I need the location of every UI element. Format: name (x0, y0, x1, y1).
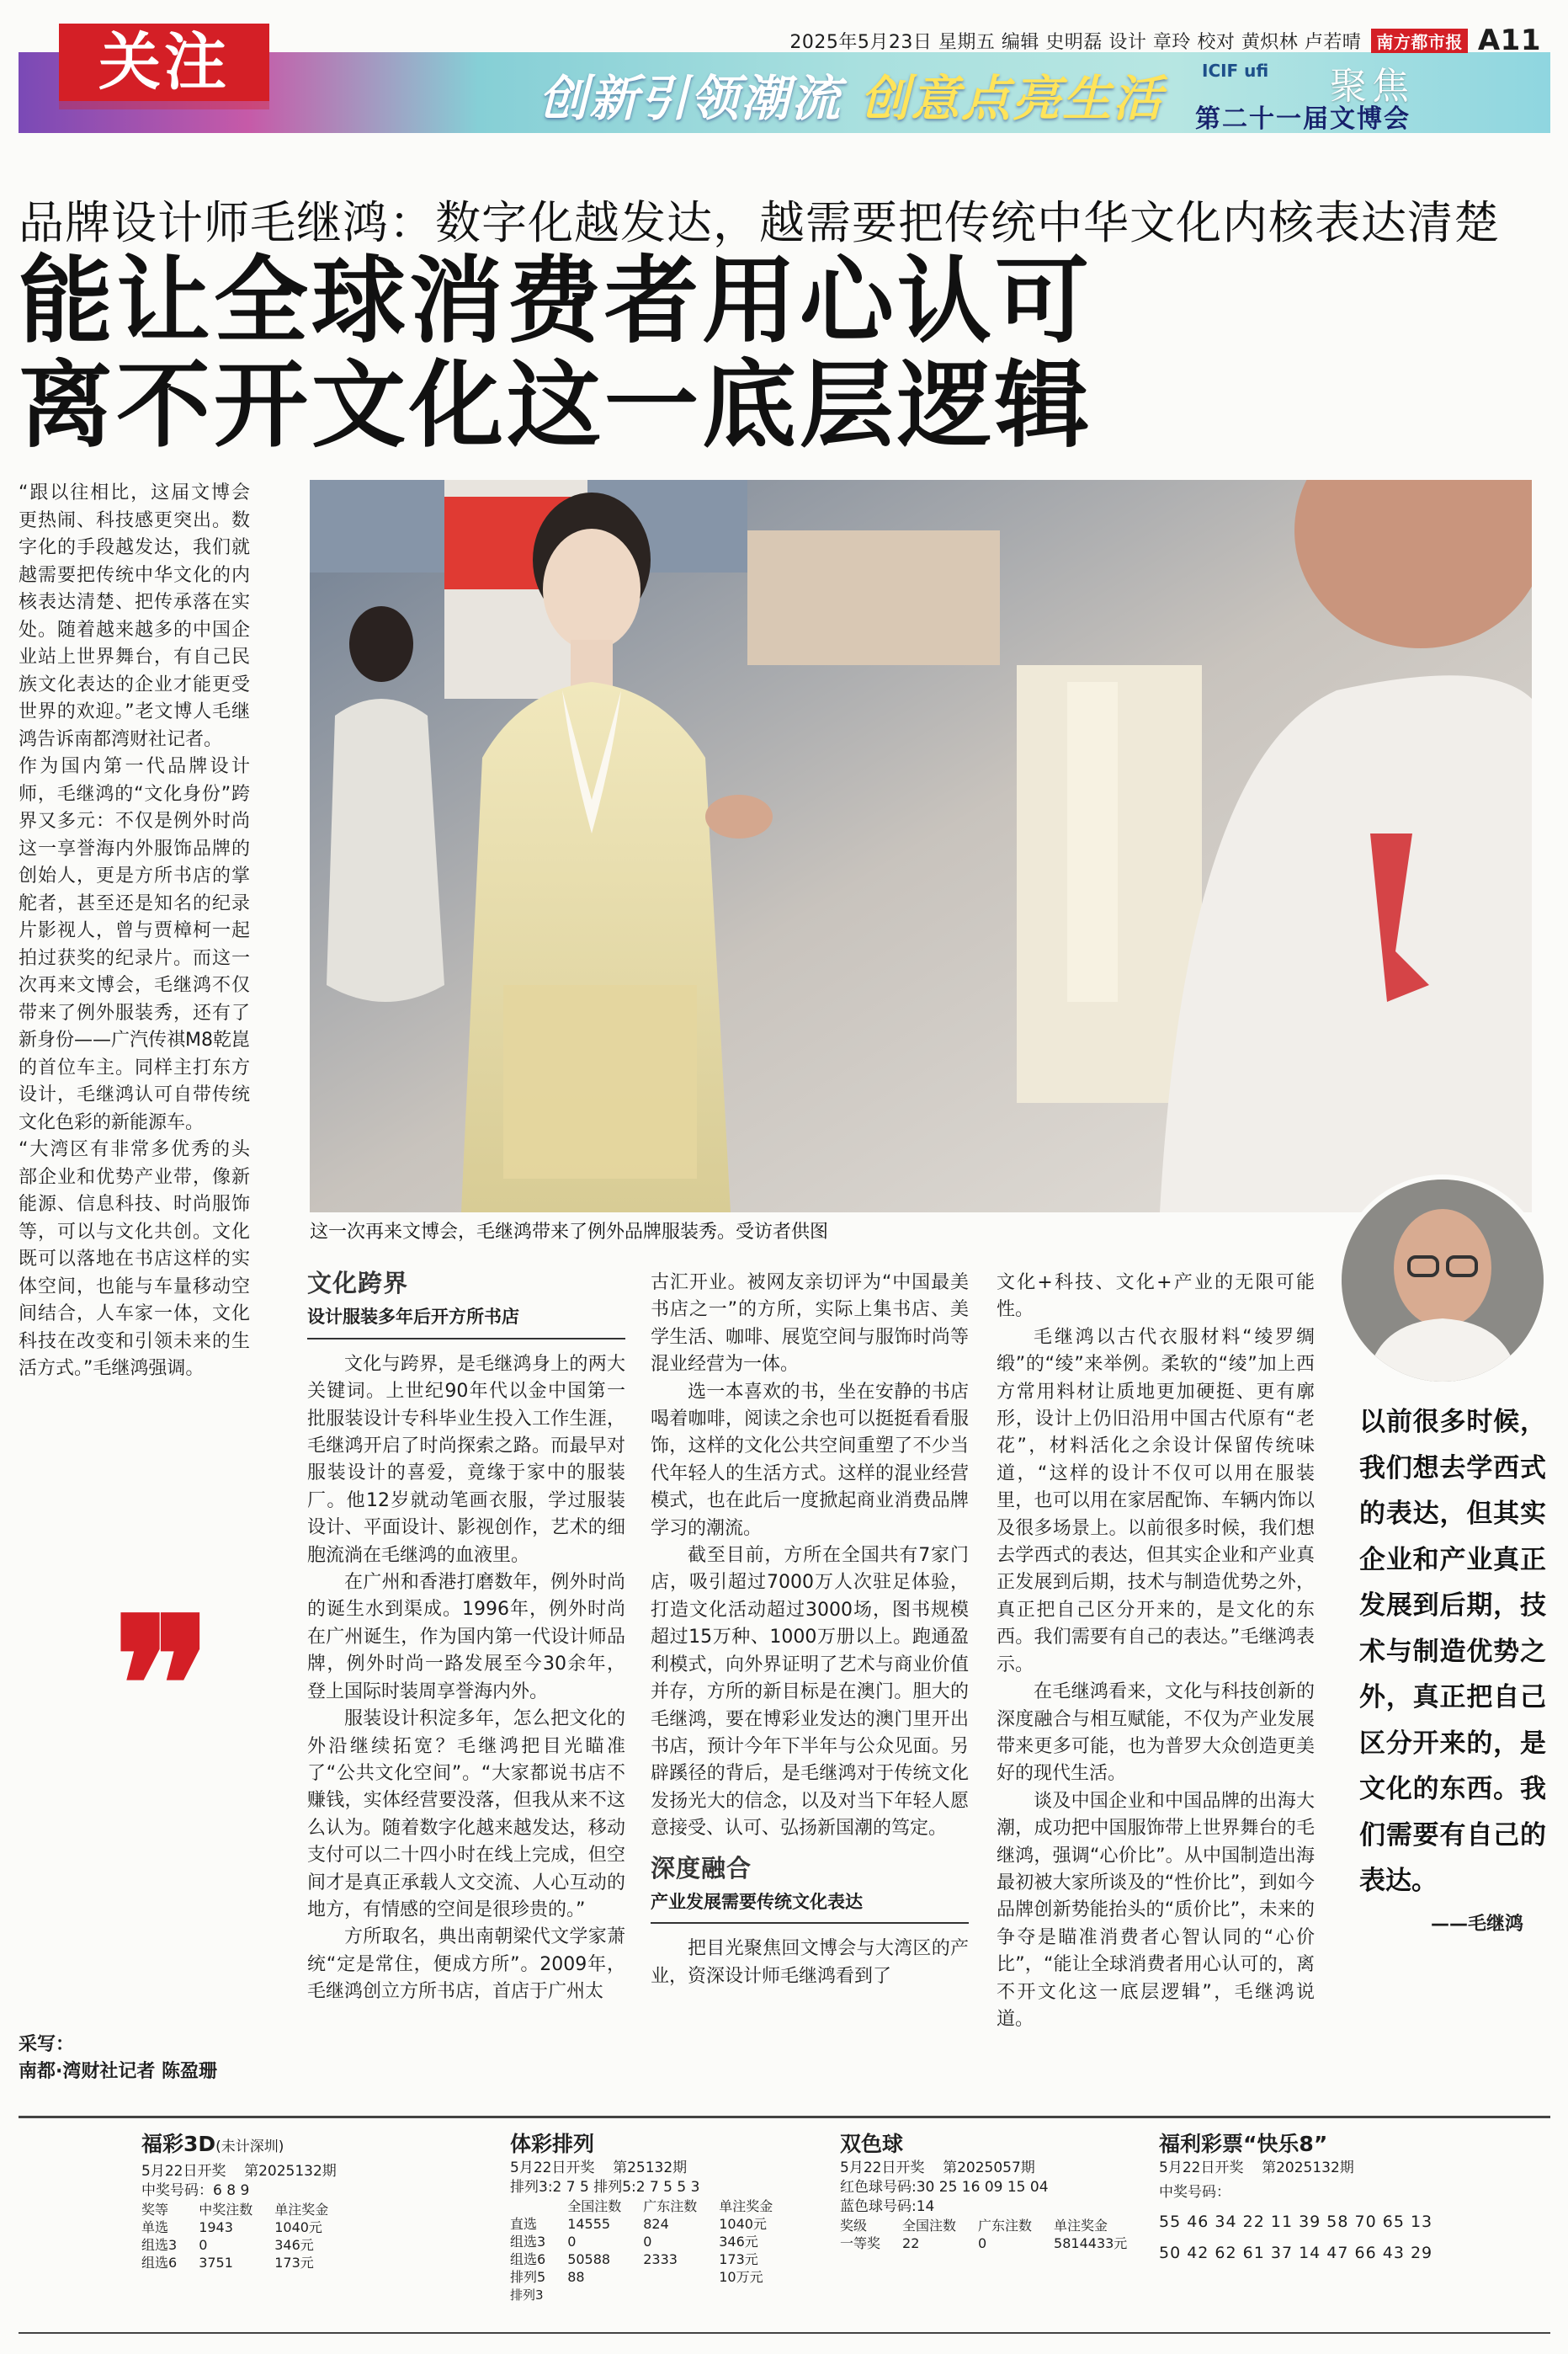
body-paragraph: 服装设计积淀多年，怎么把文化的外沿继续拓宽？毛继鸿把目光瞄准了“公共文化空间”。“大家都说书店不赚钱，实体经营要没落，但我从来不这么认为。随着数字化越来越发达，移动支付可以二十四小时在线上完成，但空间才是真正承载人文交流、人心互动的地方，有情感的空间是很珍贵的。” (307, 1708, 625, 1920)
lead-paragraph: “大湾区有非常多优秀的头部企业和优势产业带，像新能源、信息科技、时尚服饰等，可以与文化共创。文化既可以落地在书店这样的实体空间，也能与车量移动空间结合，人车家一体，文化科技在改变和引领未来的生活方式。”毛继鸿强调。 (19, 1139, 250, 1379)
lead-paragraph: 作为国内第一代品牌设计师，毛继鸿的“文化身份”跨界又多元：不仅是例外时尚这一享誉海内外服饰品牌的创始人，更是方所书店的掌舵者，甚至还是知名的纪录片影视人，曾与贾樟柯一起拍过获奖的纪录片。而这一次再来文博会，毛继鸿不仅带来了例外服装秀，还有了新身份——广汽传祺M8乾崑的首位车主。同样主打东方设计，毛继鸿认可自带传统文化色彩的新能源车。 (19, 756, 250, 1133)
focus-label: 聚焦 (1330, 65, 1414, 108)
table-row: 组选6 50588 2333 173元 (510, 2251, 758, 2267)
lottery-ssq (840, 2134, 1149, 2252)
date-editor-line: 2025年5月23日 星期五 编辑 史明磊 设计 章玲 校对 黄炽林 卢若晴 (789, 31, 1362, 53)
table-row: 组选6 3751 173元 (141, 2255, 314, 2271)
paper-logo: 南方都市报 (1371, 29, 1468, 53)
article-headline (19, 247, 1092, 461)
table-row: 排列5 88 10万元 (510, 2269, 763, 2285)
lottery-kl8 (1159, 2134, 1432, 2263)
section-title: 文化跨界 (307, 1269, 409, 1297)
table-row: 组选3 0 0 346元 (510, 2234, 758, 2250)
lottery-group-label: 排列3 (510, 2287, 544, 2303)
table-header: 全国注数 广东注数 单注奖金 (567, 2198, 773, 2214)
headline-line-2: 离不开文化这一底层逻辑 (19, 351, 1092, 461)
pull-quote-attribution: ——毛继鸿 (1431, 1914, 1524, 1935)
lottery-numbers-line: 55 46 34 22 11 39 58 70 65 13 (1159, 2213, 1433, 2231)
lottery-winning-numbers: 排列3:2 7 5 排列5:2 7 5 5 3 (510, 2179, 700, 2196)
table-row: 直选 14555 824 1040元 (510, 2216, 767, 2232)
lottery-title: 双色球 (840, 2132, 904, 2156)
body-paragraph: 毛继鸿以古代衣服材料“绫罗绸缎”的“绫”来举例。柔软的“绫”加上西方常用料材让质地更加硬挺、更有廓形，设计上仍旧沿用中国古代原有“老花”，材料活化之余设计保留传统味道，“这样的设计不仅可以用在服装里，也可以用在家居配饰、车辆内饰以及很多场景上。以前很多时候，我们想去学西式的表达，但其实企业和产业真正发展到后期，技术与制造优势之外，真正把自己区分开来的，是文化的东西。我们需要有自己的表达。”毛继鸿表示。 (997, 1326, 1315, 1675)
lottery-draw-info: 5月22日开奖 第2025132期 (1159, 2160, 1354, 2176)
body-paragraph: 文化+科技、文化+产业的无限可能性。 (997, 1272, 1315, 1321)
section-subtitle: 产业发展需要传统文化表达 (651, 1888, 969, 1924)
portrait-illustration (1342, 1180, 1544, 1382)
expo-logo: ICIF ufi (1202, 61, 1269, 81)
byline-label: 采写： (19, 2034, 75, 2055)
lead-paragraph: “跟以往相比，这届文博会更热闹、科技感更突出。数字化的手段越发达，我们就越需要把传统中华文化的内核表达清楚、把传承落在实处。随着越来越多的中国企业站上世界舞台，有自己民族文化表达的企业才能更受世界的欢迎。”老文博人毛继鸿告诉南都湾财社记者。 (19, 482, 250, 750)
lottery-title: 福彩3D(未计深圳) (141, 2132, 284, 2156)
lottery-numbers-line: 50 42 62 61 37 14 47 66 43 29 (1159, 2244, 1433, 2262)
body-paragraph: 选一本喜欢的书，坐在安静的书店喝着咖啡，阅读之余也可以挺挺看看服饰，这样的文化公共空间重塑了不少当代年轻人的生活方式。这样的混业经营模式，也在此后一度掀起商业消费品牌学习的潮流。 (651, 1381, 969, 1539)
lottery-table (141, 2201, 350, 2271)
lottery-red-balls: 红色球号码:30 25 16 09 15 04 (840, 2179, 1049, 2196)
body-paragraph: 在广州和香港打磨数年，例外时尚的诞生水到渠成。1996年，例外时尚在广州诞生，作为国内第一代设计师品牌，例外时尚一路发展至今30余年，登上国际时装周享誉海内外。 (307, 1572, 625, 1702)
lottery-table (510, 2197, 795, 2286)
lottery-draw-info: 5月22日开奖 第2025057期 (840, 2160, 1035, 2176)
page-bottom-rule (19, 2332, 1550, 2334)
table-row: 一等奖 22 0 5814433元 (840, 2235, 1128, 2251)
section-subtitle: 设计服装多年后开方所书店 (307, 1303, 625, 1339)
body-paragraph: 把目光聚焦回文博会与大湾区的产业，资深设计师毛继鸿看到了 (651, 1938, 969, 1987)
lottery-draw-info: 5月22日开奖 第2025132期 (141, 2163, 337, 2180)
body-column-3 (997, 1270, 1315, 2033)
article-subhead: 品牌设计师毛继鸿：数字化越发达，越需要把传统中华文化内核表达清楚 (19, 196, 1500, 249)
section-title: 深度融合 (651, 1853, 752, 1883)
lottery-pailie (510, 2134, 795, 2305)
designer-portrait (1337, 1174, 1549, 1387)
table-header: 奖级 全国注数 广东注数 单注奖金 (840, 2218, 1108, 2234)
banner-slogan (539, 59, 1163, 130)
page-number: A11 (1477, 24, 1541, 57)
body-column-1 (307, 1270, 625, 2006)
lottery-number-label: 中奖号码： (1159, 2184, 1230, 2201)
lottery-divider (19, 2116, 1550, 2118)
lottery-winning-numbers: 中奖号码：6 8 9 (141, 2182, 250, 2199)
slogan-part2: 创意点亮生活 (860, 70, 1164, 127)
lottery-blue-ball: 蓝色球号码:14 (840, 2198, 935, 2215)
body-paragraph: 谈及中国企业和中国品牌的出海大潮，成功把中国服饰带上世界舞台的毛继鸿，强调“心价比”。从中国制造出海最初被大家所谈及的“性价比”，到如今品牌创新势能抬头的“质价比”，未来的争夺是瞄准消费者心智认同的“心价比”，“能让全球消费者用心认可的，离不开文化这一底层逻辑”，毛继鸿说道。 (997, 1790, 1315, 2030)
table-row: 单选 1943 1040元 (141, 2219, 322, 2235)
quote-mark-icon: ❞ (113, 1576, 213, 1794)
body-paragraph: 截至目前，方所在全国共有7家门店，吸引超过7000万人次驻足体验，打造文化活动超过3000场，图书规模超过15万种、1000万册以上。跑通盈利模式，向外界证明了艺术与商业价值并存，方所的新目标是在澳门。胆大的毛继鸿，要在博彩业发达的澳门里开出书店，预计今年下半年与公众见面。另辟蹊径的背后，是毛继鸿对于传统文化发扬光大的信念，以及对当下年轻人愿意接受、认可、弘扬新国潮的笃定。 (651, 1545, 969, 1840)
byline-name: 南都·湾财社记者 陈盈珊 (19, 2061, 218, 2082)
fashion-show-photo (310, 480, 1532, 1212)
lottery-draw-info: 5月22日开奖 第25132期 (510, 2160, 688, 2176)
headline-line-1: 能让全球消费者用心认可 (19, 247, 1092, 356)
table-row: 组选3 0 346元 (141, 2237, 314, 2253)
lottery-title: 福利彩票“快乐8” (1159, 2132, 1328, 2156)
lottery-table (840, 2217, 1149, 2252)
body-column-2 (651, 1270, 969, 1990)
body-paragraph: 文化与跨界，是毛继鸿身上的两大关键词。上世纪90年代以金中国第一批服装设计专科毕业生投入工作生涯，毛继鸿开启了时尚探索之路。而最早对服装设计的喜爱，竟缘于家中的服装厂。他12岁就动笔画衣服，学过服装设计、平面设计、影视创作，艺术的细胞流淌在毛继鸿的血液里。 (307, 1353, 625, 1566)
lottery-fc3d (141, 2134, 350, 2271)
table-header: 奖等 中奖注数 单注奖金 (141, 2202, 329, 2218)
byline (19, 2032, 217, 2085)
pull-quote: 以前很多时候，我们想去学西式的表达，但其实企业和产业真正发展到后期，技术与制造优势之外，真正把自己区分开来的，是文化的东西。我们需要有自己的表达。 (1359, 1407, 1546, 1896)
body-paragraph: 在毛继鸿看来，文化与科技创新的深度融合与相互赋能，不仅为产业发展带来更多可能，也为普罗大众创造更美好的现代生活。 (997, 1681, 1315, 1785)
photo-caption: 这一次再来文博会，毛继鸿带来了例外品牌服装秀。受访者供图 (310, 1222, 829, 1243)
body-paragraph: 方所取名，典出南朝梁代文学家萧统“定是常住，便成方所”。2009年，毛继鸿创立方所书店，首店于广州太 (307, 1926, 625, 2003)
body-paragraph: 古汇开业。被网友亲切评为“中国最美书店之一”的方所，实际上集书店、美学生活、咖啡、展览空间与服饰时尚等混业经营为一体。 (651, 1272, 969, 1376)
lottery-title: 体彩排列 (510, 2132, 595, 2156)
photo-illustration (310, 480, 1532, 1212)
section-tag: 关注 (59, 24, 269, 101)
expo-name: 第二十一届文博会 (1195, 104, 1411, 134)
dateline (789, 24, 1541, 57)
lead-column (19, 480, 250, 1383)
slogan-part1: 创新引领潮流 (539, 70, 842, 127)
